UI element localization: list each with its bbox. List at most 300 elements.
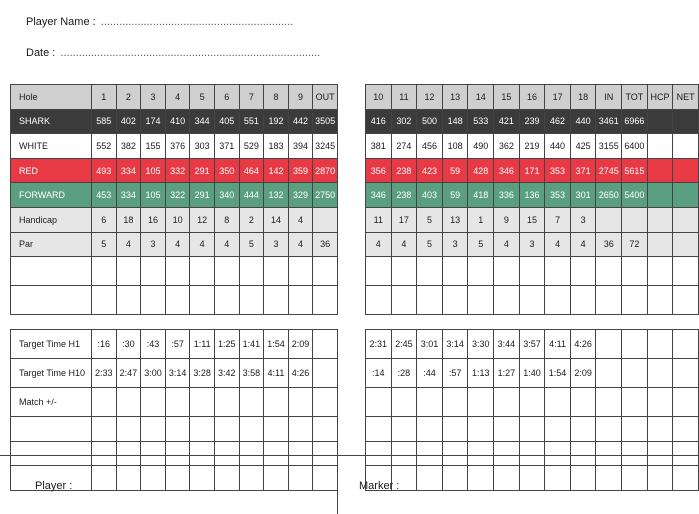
red-value: 359	[288, 158, 313, 183]
score-cell[interactable]	[442, 286, 468, 315]
spacer-cell	[596, 315, 622, 330]
par-value: 4	[545, 232, 571, 257]
score-cell[interactable]	[165, 257, 190, 286]
hole-header: Hole	[11, 85, 92, 110]
match-cell[interactable]	[239, 388, 264, 417]
back-red-row	[366, 158, 699, 183]
spacer-cell	[165, 315, 190, 330]
white-value: 376	[165, 134, 190, 159]
shark-value	[673, 109, 699, 134]
extra-cell[interactable]	[141, 417, 166, 442]
target-h1-value: :16	[92, 330, 117, 359]
score-cell[interactable]	[366, 286, 392, 315]
extra-cell[interactable]	[366, 417, 392, 442]
match-cell[interactable]	[673, 388, 699, 417]
forward-value: 336	[494, 183, 520, 208]
red-value: 493	[92, 158, 117, 183]
par-value	[673, 232, 699, 257]
hole-number-tot: TOT	[622, 85, 648, 110]
match-cell[interactable]	[141, 388, 166, 417]
score-cell[interactable]	[673, 286, 699, 315]
extra-cell[interactable]	[116, 417, 141, 442]
score-cell[interactable]	[214, 286, 239, 315]
target-h10-value: 3:42	[214, 359, 239, 388]
score-cell[interactable]	[468, 286, 494, 315]
score-cell[interactable]	[190, 257, 215, 286]
target-h1-value: :57	[165, 330, 190, 359]
target-h10-value: 2:09	[570, 359, 596, 388]
target-h10-value	[313, 359, 338, 388]
shark-value: 500	[417, 109, 443, 134]
extra-cell[interactable]	[673, 417, 699, 442]
match-cell[interactable]	[214, 388, 239, 417]
score-cell[interactable]	[141, 286, 166, 315]
score-cell[interactable]	[190, 286, 215, 315]
target-h10-value: 2:33	[92, 359, 117, 388]
target-h1-value: 1:11	[190, 330, 215, 359]
score-cell[interactable]	[288, 257, 313, 286]
extra-cell[interactable]	[11, 417, 92, 442]
red-value: 2745	[596, 158, 622, 183]
score-row	[11, 286, 338, 315]
back-forward-row	[366, 183, 699, 208]
spacer-cell	[214, 315, 239, 330]
target-h1-value	[596, 330, 622, 359]
red-value: 142	[264, 158, 289, 183]
score-cell[interactable]	[391, 257, 417, 286]
match-cell[interactable]	[264, 388, 289, 417]
score-cell[interactable]	[239, 286, 264, 315]
forward-value: 444	[239, 183, 264, 208]
par-value: 5	[468, 232, 494, 257]
par-value: 4	[116, 232, 141, 257]
player-name-field[interactable]: ...............................................................	[100, 16, 294, 28]
forward-value: 353	[545, 183, 571, 208]
back-shark-row	[366, 109, 699, 134]
score-cell[interactable]	[545, 286, 571, 315]
target-h1-value: 2:31	[366, 330, 392, 359]
handicap-value: 10	[165, 207, 190, 232]
match-cell[interactable]	[442, 388, 468, 417]
match-cell[interactable]	[165, 388, 190, 417]
player-signature-label: Player :	[35, 480, 73, 492]
red-value: 238	[391, 158, 417, 183]
par-value: 36	[596, 232, 622, 257]
match-cell[interactable]	[417, 388, 443, 417]
handicap-value: 6	[92, 207, 117, 232]
target-h10-value: 1:13	[468, 359, 494, 388]
handicap-value: 15	[519, 207, 545, 232]
red-value: 2870	[313, 158, 338, 183]
white-value: 303	[190, 134, 215, 159]
white-value: 529	[239, 134, 264, 159]
forward-value: 2750	[313, 183, 338, 208]
score-cell[interactable]	[116, 257, 141, 286]
front-forward-row	[11, 183, 338, 208]
score-cell[interactable]	[622, 286, 648, 315]
hole-number-15: 15	[494, 85, 520, 110]
target-h10-value: :44	[417, 359, 443, 388]
extra-row	[11, 417, 338, 442]
shark-value: 416	[366, 109, 392, 134]
score-cell[interactable]	[417, 257, 443, 286]
row-spacer	[366, 315, 699, 330]
front-white-row	[11, 134, 338, 159]
score-cell[interactable]	[239, 257, 264, 286]
extra-cell[interactable]	[442, 417, 468, 442]
extra-cell[interactable]	[468, 417, 494, 442]
hole-number-6: 6	[214, 85, 239, 110]
white-value: 552	[92, 134, 117, 159]
back-target-h1-row	[366, 330, 699, 359]
target-h1-value	[647, 330, 673, 359]
shark-value: 148	[442, 109, 468, 134]
handicap-value: 16	[141, 207, 166, 232]
score-cell[interactable]	[596, 286, 622, 315]
date-field[interactable]: .....................................................................................	[60, 47, 321, 59]
forward-value: 334	[116, 183, 141, 208]
target-h1-value: 2:45	[391, 330, 417, 359]
match-cell[interactable]	[622, 388, 648, 417]
par-value: 4	[391, 232, 417, 257]
spacer-cell	[622, 315, 648, 330]
score-cell[interactable]	[519, 257, 545, 286]
par-value: 4	[366, 232, 392, 257]
extra-cell[interactable]	[239, 417, 264, 442]
shark-value: 174	[141, 109, 166, 134]
white-value: 490	[468, 134, 494, 159]
player-name-label: Player Name :	[26, 16, 96, 28]
hole-number-10: 10	[366, 85, 392, 110]
shark-value: 192	[264, 109, 289, 134]
white-value	[647, 134, 673, 159]
hole-number-9: 9	[288, 85, 313, 110]
handicap-value: 14	[264, 207, 289, 232]
score-cell[interactable]	[313, 286, 338, 315]
extra-cell[interactable]	[417, 417, 443, 442]
handicap-value: 1	[468, 207, 494, 232]
score-cell[interactable]	[264, 286, 289, 315]
par-value: 5	[92, 232, 117, 257]
score-cell[interactable]	[417, 286, 443, 315]
par-value: 72	[622, 232, 648, 257]
shark-value: 533	[468, 109, 494, 134]
forward-value: 453	[92, 183, 117, 208]
target-h10-value: 1:54	[545, 359, 571, 388]
handicap-value	[596, 207, 622, 232]
white-label: WHITE	[11, 134, 92, 159]
handicap-value: 18	[116, 207, 141, 232]
white-value: 219	[519, 134, 545, 159]
target-h10-value: 3:58	[239, 359, 264, 388]
shark-value: 442	[288, 109, 313, 134]
hole-number-17: 17	[545, 85, 571, 110]
spacer-cell	[494, 315, 520, 330]
match-cell[interactable]	[366, 388, 392, 417]
score-cell[interactable]	[313, 257, 338, 286]
red-value: 332	[165, 158, 190, 183]
row-spacer	[11, 315, 338, 330]
target-h10-value	[596, 359, 622, 388]
spacer-cell	[545, 315, 571, 330]
score-cell[interactable]	[214, 257, 239, 286]
score-cell[interactable]	[570, 286, 596, 315]
date-label: Date :	[26, 47, 56, 59]
handicap-value: 11	[366, 207, 392, 232]
target-h10-value	[647, 359, 673, 388]
par-value: 5	[417, 232, 443, 257]
par-value: 3	[141, 232, 166, 257]
white-value: 440	[545, 134, 571, 159]
handicap-value	[622, 207, 648, 232]
spacer-cell	[288, 315, 313, 330]
match-cell[interactable]	[519, 388, 545, 417]
par-value: 4	[288, 232, 313, 257]
score-row	[366, 286, 699, 315]
score-cell[interactable]	[673, 257, 699, 286]
score-cell[interactable]	[596, 257, 622, 286]
handicap-value	[673, 207, 699, 232]
match-cell[interactable]	[116, 388, 141, 417]
white-value: 274	[391, 134, 417, 159]
white-value: 155	[141, 134, 166, 159]
white-value	[673, 134, 699, 159]
target-h1-value: 3:57	[519, 330, 545, 359]
shark-value	[647, 109, 673, 134]
forward-value: 105	[141, 183, 166, 208]
score-cell[interactable]	[442, 257, 468, 286]
score-cell[interactable]	[622, 257, 648, 286]
hole-number-16: 16	[519, 85, 545, 110]
forward-value: 346	[366, 183, 392, 208]
target-h10-value: 1:27	[494, 359, 520, 388]
extra-cell[interactable]	[494, 417, 520, 442]
score-cell[interactable]	[494, 257, 520, 286]
forward-value	[673, 183, 699, 208]
score-cell[interactable]	[647, 286, 673, 315]
hole-number-net: NET	[673, 85, 699, 110]
handicap-value	[313, 207, 338, 232]
target-h10-label: Target Time H10	[11, 359, 92, 388]
extra-cell[interactable]	[214, 417, 239, 442]
extra-cell[interactable]	[264, 417, 289, 442]
target-h10-value: 3:00	[141, 359, 166, 388]
white-value: 3155	[596, 134, 622, 159]
match-cell[interactable]	[190, 388, 215, 417]
score-cell[interactable]	[494, 286, 520, 315]
front-target-h1-row	[11, 330, 338, 359]
shark-value: 302	[391, 109, 417, 134]
par-value: 4	[494, 232, 520, 257]
spacer-cell	[264, 315, 289, 330]
target-h10-value: 2:47	[116, 359, 141, 388]
par-value: 36	[313, 232, 338, 257]
target-h1-value: :30	[116, 330, 141, 359]
score-cell[interactable]	[366, 257, 392, 286]
front-handicap-row	[11, 207, 338, 232]
forward-value	[647, 183, 673, 208]
score-cell[interactable]	[11, 286, 92, 315]
match-cell[interactable]	[468, 388, 494, 417]
extra-cell[interactable]	[165, 417, 190, 442]
hole-number-1: 1	[92, 85, 117, 110]
spacer-cell	[239, 315, 264, 330]
par-label: Par	[11, 232, 92, 257]
extra-cell[interactable]	[545, 417, 571, 442]
extra-cell[interactable]	[92, 417, 117, 442]
red-value: 5615	[622, 158, 648, 183]
spacer-cell	[468, 315, 494, 330]
hole-number-4: 4	[165, 85, 190, 110]
score-row	[11, 257, 338, 286]
back-match-row	[366, 388, 699, 417]
match-cell[interactable]	[92, 388, 117, 417]
handicap-value: 4	[288, 207, 313, 232]
match-cell[interactable]	[596, 388, 622, 417]
extra-cell[interactable]	[622, 417, 648, 442]
extra-cell[interactable]	[190, 417, 215, 442]
player-name-line	[26, 16, 293, 28]
hole-number-OUT: OUT	[313, 85, 338, 110]
score-cell[interactable]	[391, 286, 417, 315]
match-cell[interactable]	[313, 388, 338, 417]
target-h10-value: 3:28	[190, 359, 215, 388]
extra-cell[interactable]	[570, 417, 596, 442]
red-value	[673, 158, 699, 183]
spacer-cell	[391, 315, 417, 330]
target-h10-value: :57	[442, 359, 468, 388]
target-h1-value	[673, 330, 699, 359]
extra-cell[interactable]	[313, 417, 338, 442]
handicap-value: 5	[417, 207, 443, 232]
hole-number-8: 8	[264, 85, 289, 110]
hole-number-12: 12	[417, 85, 443, 110]
target-h1-value: 3:30	[468, 330, 494, 359]
hole-number-in: IN	[596, 85, 622, 110]
shark-value: 344	[190, 109, 215, 134]
match-cell[interactable]	[570, 388, 596, 417]
extra-cell[interactable]	[391, 417, 417, 442]
white-value: 362	[494, 134, 520, 159]
hole-number-3: 3	[141, 85, 166, 110]
marker-signature-label: Marker :	[359, 480, 400, 492]
red-value: 353	[545, 158, 571, 183]
red-label: RED	[11, 158, 92, 183]
extra-row	[366, 417, 699, 442]
score-cell[interactable]	[288, 286, 313, 315]
par-value: 4	[214, 232, 239, 257]
score-cell[interactable]	[165, 286, 190, 315]
handicap-value: 2	[239, 207, 264, 232]
handicap-label: Handicap	[11, 207, 92, 232]
white-value: 456	[417, 134, 443, 159]
shark-value: 410	[165, 109, 190, 134]
score-cell[interactable]	[570, 257, 596, 286]
hole-number-11: 11	[391, 85, 417, 110]
front-hole-row	[11, 85, 338, 110]
match-cell[interactable]	[494, 388, 520, 417]
target-h1-value	[622, 330, 648, 359]
forward-value: 291	[190, 183, 215, 208]
handicap-value: 3	[570, 207, 596, 232]
red-value: 291	[190, 158, 215, 183]
par-value: 5	[239, 232, 264, 257]
red-value: 334	[116, 158, 141, 183]
spacer-cell	[11, 315, 92, 330]
front-red-row	[11, 158, 338, 183]
hole-number-5: 5	[190, 85, 215, 110]
hole-number-14: 14	[468, 85, 494, 110]
match-cell[interactable]	[391, 388, 417, 417]
white-value: 108	[442, 134, 468, 159]
shark-value: 3505	[313, 109, 338, 134]
shark-label: SHARK	[11, 109, 92, 134]
score-cell[interactable]	[141, 257, 166, 286]
spacer-cell	[92, 315, 117, 330]
score-cell[interactable]	[92, 257, 117, 286]
score-cell[interactable]	[545, 257, 571, 286]
front-match-row	[11, 388, 338, 417]
par-value: 4	[570, 232, 596, 257]
score-cell[interactable]	[264, 257, 289, 286]
extra-cell[interactable]	[647, 417, 673, 442]
score-cell[interactable]	[11, 257, 92, 286]
match-cell[interactable]	[647, 388, 673, 417]
forward-value: 132	[264, 183, 289, 208]
white-value: 371	[214, 134, 239, 159]
handicap-value: 17	[391, 207, 417, 232]
shark-value: 239	[519, 109, 545, 134]
handicap-value: 13	[442, 207, 468, 232]
back-nine-table	[365, 84, 699, 491]
par-value: 3	[264, 232, 289, 257]
score-cell[interactable]	[92, 286, 117, 315]
spacer-cell	[673, 315, 699, 330]
hole-number-18: 18	[570, 85, 596, 110]
spacer-cell	[366, 315, 392, 330]
white-value: 183	[264, 134, 289, 159]
score-cell[interactable]	[647, 257, 673, 286]
forward-value: 238	[391, 183, 417, 208]
target-h1-value: 3:01	[417, 330, 443, 359]
target-h1-value: 4:11	[545, 330, 571, 359]
forward-value: 301	[570, 183, 596, 208]
shark-value: 3461	[596, 109, 622, 134]
score-cell[interactable]	[116, 286, 141, 315]
match-cell[interactable]	[545, 388, 571, 417]
front-par-row	[11, 232, 338, 257]
par-value: 3	[442, 232, 468, 257]
match-cell[interactable]	[288, 388, 313, 417]
extra-cell[interactable]	[596, 417, 622, 442]
extra-cell[interactable]	[288, 417, 313, 442]
footer-divider	[337, 456, 338, 514]
handicap-value: 9	[494, 207, 520, 232]
shark-value: 6966	[622, 109, 648, 134]
extra-cell[interactable]	[519, 417, 545, 442]
white-value: 381	[366, 134, 392, 159]
target-h1-value: 3:14	[442, 330, 468, 359]
red-value: 346	[494, 158, 520, 183]
score-cell[interactable]	[468, 257, 494, 286]
spacer-cell	[116, 315, 141, 330]
forward-value: 322	[165, 183, 190, 208]
par-value: 4	[165, 232, 190, 257]
spacer-cell	[442, 315, 468, 330]
score-cell[interactable]	[519, 286, 545, 315]
spacer-cell	[313, 315, 338, 330]
target-h10-value: :14	[366, 359, 392, 388]
